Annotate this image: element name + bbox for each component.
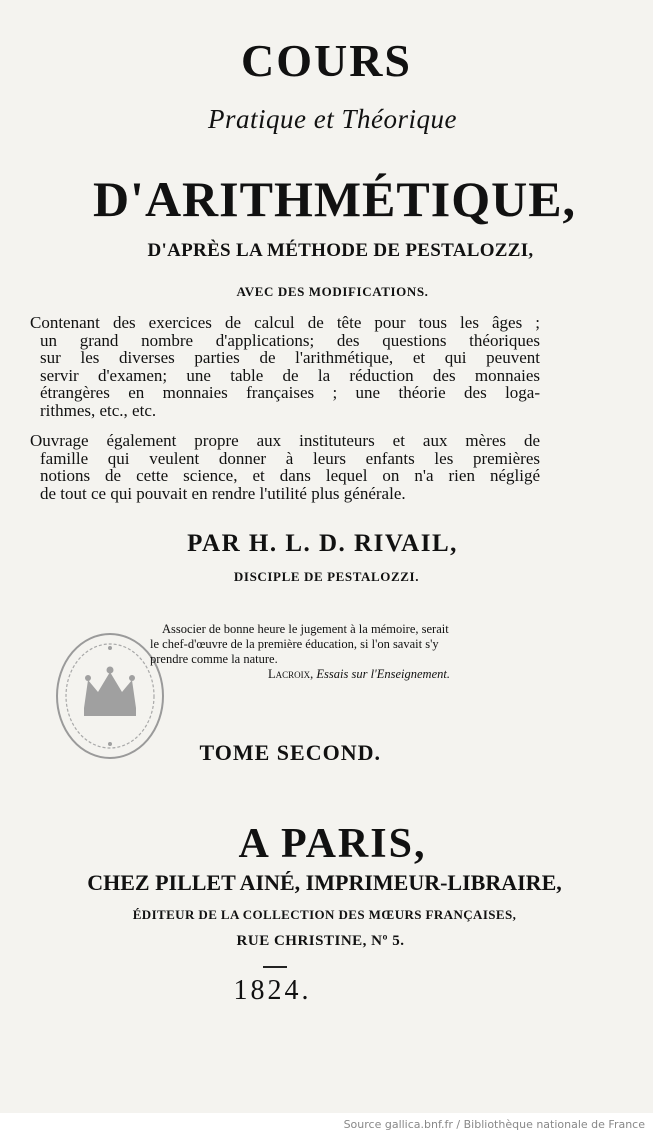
- description-line: un grand nombre d'applications; des questions théoriques: [40, 330, 540, 350]
- attribution-name: Lacroix,: [268, 667, 314, 681]
- epigraph-line: le chef-d'œuvre de la première éducation, si l'on savait s'y: [150, 637, 439, 651]
- description-line: étrangères en monnaies françaises ; une théorie des loga-: [40, 383, 540, 403]
- description-line: Ouvrage également propre aux instituteurs et aux mères de: [30, 431, 540, 450]
- title-cours: COURS: [240, 35, 413, 86]
- title-pratique-theorique: Pratique et Théorique: [208, 104, 457, 134]
- volume-label: [0, 740, 553, 766]
- volume-text: TOME SECOND.: [199, 740, 381, 765]
- description-paragraph-2: [30, 432, 540, 502]
- description-line: sur les diverses parties de l'arithmétique, et qui peuvent: [40, 348, 540, 368]
- description-line: Contenant des exercices de calcul de tête pour tous les âges ;: [30, 313, 540, 332]
- subtitle-methode: D'APRÈS LA MÉTHODE DE PESTALOZZI,: [147, 240, 534, 261]
- epigraph: [150, 622, 530, 667]
- description-line: notions de cette science, et dans lequel on n'a rien négligé: [40, 466, 540, 486]
- attribution-work: Essais sur l'Enseignement.: [316, 667, 450, 681]
- imprint-editor: ÉDITEUR DE LA COLLECTION DES MŒURS FRANÇAISES,: [132, 907, 517, 922]
- divider-rule: [263, 966, 287, 968]
- description-line: servir d'examen; une table de la réduction des monnaies: [40, 365, 540, 385]
- imprint-address: RUE CHRISTINE, Nº 5.: [236, 933, 405, 949]
- description-line: famille qui veulent donner à leurs enfants les premières: [40, 448, 540, 468]
- epigraph-attribution: [268, 667, 450, 682]
- source-footer: Source gallica.bnf.fr / Bibliothèque nationale de France: [343, 1118, 645, 1131]
- subtitle-modifications: AVEC DES MODIFICATIONS.: [236, 284, 429, 299]
- author-name: PAR H. L. D. RIVAIL,: [187, 530, 458, 557]
- imprint-year: 1824.: [233, 975, 312, 1006]
- description-line: rithmes, etc., etc.: [40, 400, 157, 420]
- description-paragraph-1: [30, 314, 540, 420]
- epigraph-line: Associer de bonne heure le jugement à la mémoire, serait: [162, 622, 449, 636]
- title-arithmetique: D'ARITHMÉTIQUE,: [92, 171, 577, 227]
- imprint-publisher: CHEZ PILLET AINÉ, IMPRIMEUR-LIBRAIRE,: [87, 870, 562, 895]
- description-line: de tout ce qui pouvait en rendre l'utilité plus générale.: [40, 483, 406, 503]
- epigraph-line: prendre comme la nature.: [150, 652, 278, 666]
- imprint-city: A PARIS,: [238, 821, 427, 867]
- author-role: DISCIPLE DE PESTALOZZI.: [233, 569, 420, 584]
